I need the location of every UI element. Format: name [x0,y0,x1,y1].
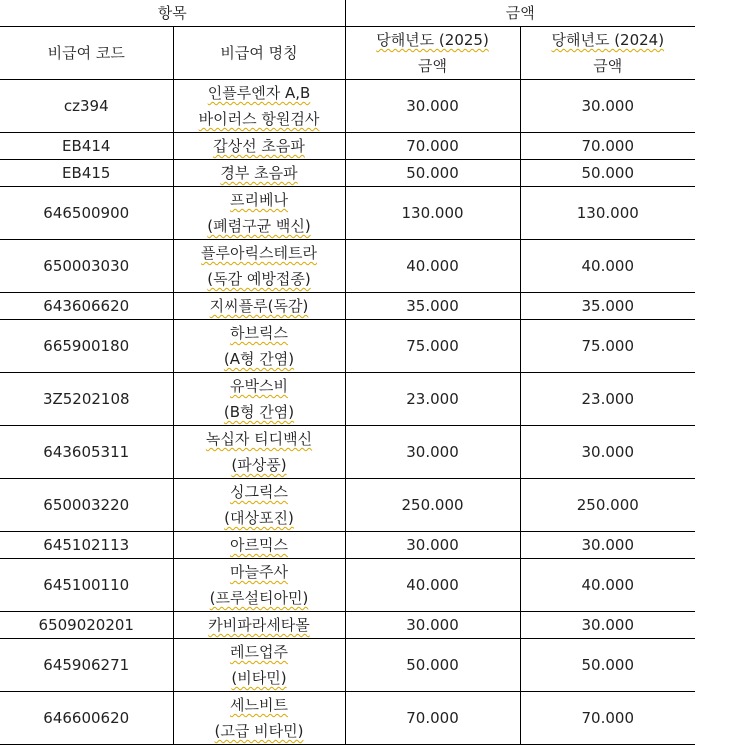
table-row [0,80,695,133]
fee-amount-2024: 30.000 [520,612,695,639]
fee-code: 3Z5202108 [0,373,173,426]
fee-name-line2: (폐렴구균 백신) [207,217,311,235]
fee-code: cz394 [0,80,173,133]
fee-name [173,80,345,133]
table-row [0,639,695,692]
fee-name [173,532,345,559]
fee-name-line1: 인플루엔자 A,B [207,84,311,102]
fee-amount-2025: 50.000 [345,639,520,692]
fee-code: 645102113 [0,532,173,559]
fee-name [173,559,345,612]
fee-name [173,692,345,745]
fee-name [173,187,345,240]
fee-amount-2025: 250.000 [345,479,520,532]
header-code: 비급여 코드 [0,27,173,80]
fee-code: 646500900 [0,187,173,240]
fee-name-line1: 아르믹스 [230,536,288,554]
table-row [0,160,695,187]
fee-name [173,373,345,426]
fee-amount-2024: 30.000 [520,426,695,479]
fee-amount-2025: 30.000 [345,612,520,639]
fee-name-line1: 경부 초음파 [220,164,298,182]
table-row [0,320,695,373]
header-group-row [0,0,695,27]
fee-amount-2024: 250.000 [520,479,695,532]
fee-amount-2025: 130.000 [345,187,520,240]
fee-code: 650003220 [0,479,173,532]
fee-amount-2025: 75.000 [345,320,520,373]
fee-amount-2025: 70.000 [345,692,520,745]
fee-code: 665900180 [0,320,173,373]
table-row [0,559,695,612]
header-column-row [0,27,695,80]
header-name: 비급여 명칭 [173,27,345,80]
fee-name-line1: 유박스비 [230,377,288,395]
fee-code: 646600620 [0,692,173,745]
fee-amount-2024: 30.000 [520,532,695,559]
table-row [0,133,695,160]
fee-name-line2: (B형 간염) [223,403,295,421]
fee-code: 645100110 [0,559,173,612]
table-row [0,532,695,559]
fee-code: 643606620 [0,293,173,320]
fee-amount-2025: 30.000 [345,80,520,133]
fee-name [173,320,345,373]
header-item-group: 항목 [0,0,345,27]
fee-name-line1: 지씨플루(독감) [209,297,309,315]
header-2024 [520,27,695,80]
fee-name-line2: (비타민) [231,669,287,687]
fee-name-line1: 카비파라세타몰 [208,616,310,634]
fee-name-line1: 플루아릭스테트라 [201,244,317,262]
table-row [0,293,695,320]
fee-table-body [0,80,695,745]
fee-code: EB415 [0,160,173,187]
fee-name [173,240,345,293]
header-2025-label: 당해년도 (2025) [376,31,489,49]
fee-name [173,293,345,320]
fee-name-line2: (고급 비타민) [214,722,304,740]
fee-amount-2024: 30.000 [520,80,695,133]
fee-amount-2024: 50.000 [520,160,695,187]
fee-code: 645906271 [0,639,173,692]
fee-name [173,612,345,639]
fee-name-line2: (대상포진) [224,509,294,527]
fee-name-line1: 프리베나 [230,191,288,209]
fee-name [173,479,345,532]
table-row [0,187,695,240]
fee-amount-2024: 23.000 [520,373,695,426]
fee-name [173,133,345,160]
fee-code: 6509020201 [0,612,173,639]
fee-amount-2024: 70.000 [520,692,695,745]
fee-amount-2025: 30.000 [345,426,520,479]
table-row [0,692,695,745]
fee-amount-2025: 40.000 [345,559,520,612]
fee-amount-2025: 35.000 [345,293,520,320]
header-2025-sub: 금액 [418,57,447,75]
table-row [0,373,695,426]
fee-amount-2024: 40.000 [520,240,695,293]
table-row [0,612,695,639]
fee-amount-2024: 75.000 [520,320,695,373]
table-row [0,426,695,479]
fee-code: 643605311 [0,426,173,479]
fee-name-line1: 갑상선 초음파 [213,137,305,155]
fee-amount-2025: 23.000 [345,373,520,426]
fee-name [173,160,345,187]
fee-code: 650003030 [0,240,173,293]
table-row [0,240,695,293]
header-amount-group: 금액 [345,0,695,27]
fee-name-line2: (파상풍) [231,456,287,474]
fee-name-line2: (독감 예방접종) [207,270,311,288]
fee-name [173,426,345,479]
fee-name-line2: (프루설티아민) [209,589,309,607]
fee-code: EB414 [0,133,173,160]
fee-amount-2024: 70.000 [520,133,695,160]
fee-amount-2025: 30.000 [345,532,520,559]
fee-name-line1: 마늘주사 [230,563,288,581]
fee-amount-2025: 50.000 [345,160,520,187]
fee-name-line1: 세느비트 [230,696,288,714]
header-2024-label: 당해년도 (2024) [551,31,665,49]
fee-amount-2024: 130.000 [520,187,695,240]
fee-name-line2: 바이러스 항원검사 [198,110,320,128]
fee-amount-2024: 40.000 [520,559,695,612]
fee-amount-2024: 50.000 [520,639,695,692]
fee-name-line2: (A형 간염) [223,350,295,368]
table-row [0,479,695,532]
header-2025 [345,27,520,80]
fee-amount-2024: 35.000 [520,293,695,320]
fee-name-line1: 레드업주 [230,643,288,661]
fee-amount-2025: 40.000 [345,240,520,293]
fee-name-line1: 녹십자 티디백신 [205,430,313,448]
header-2024-sub: 금액 [593,57,623,75]
fee-amount-2025: 70.000 [345,133,520,160]
fee-name [173,639,345,692]
fee-name-line1: 싱그릭스 [230,483,288,501]
fee-name-line1: 하브릭스 [230,324,288,342]
